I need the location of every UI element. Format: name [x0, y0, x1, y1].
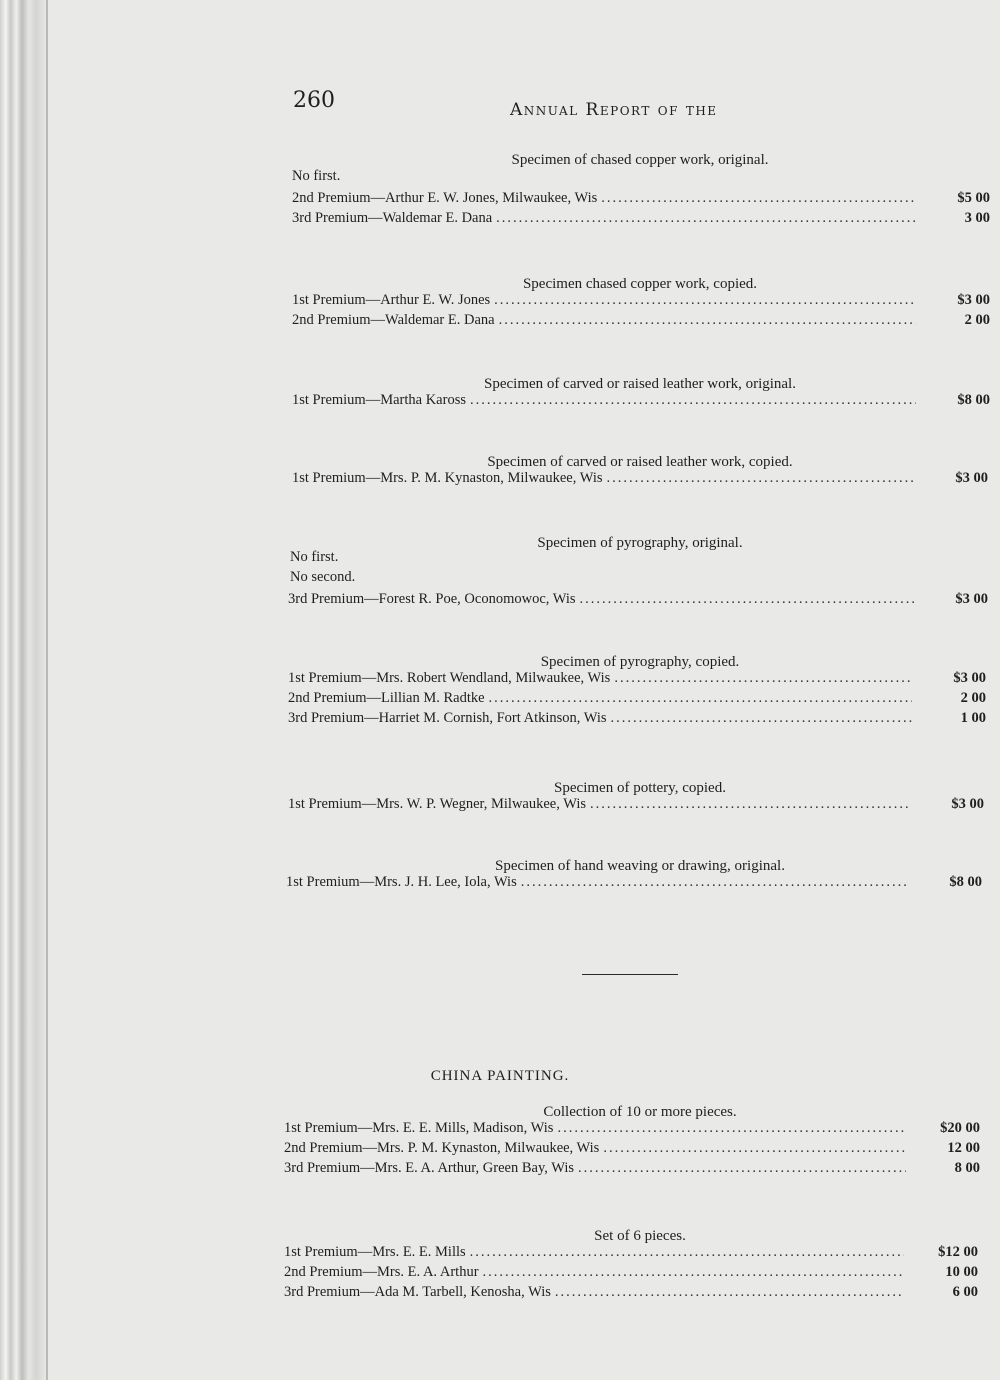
award-amount: 2 00: [960, 690, 986, 706]
section-heading: CHINA PAINTING.: [430, 1068, 570, 1084]
award-recipient: 2nd Premium—Mrs. P. M. Kynaston, Milwaukee, Wis: [284, 1140, 600, 1156]
category-title: Set of 6 pieces.: [594, 1228, 686, 1244]
award-recipient: 1st Premium—Mrs. Robert Wendland, Milwaukee, Wis: [288, 670, 611, 686]
dot-leader: [496, 210, 916, 227]
award-amount: $8 00: [957, 392, 990, 408]
award-amount: $3 00: [953, 670, 986, 686]
award-recipient: 2nd Premium—Mrs. E. A. Arthur: [284, 1264, 479, 1280]
award-recipient: 1st Premium—Mrs. W. P. Wegner, Milwaukee, Wis: [288, 796, 587, 812]
award-recipient: 3rd Premium—Mrs. E. A. Arthur, Green Bay, Wis: [284, 1160, 575, 1176]
award-recipient: 1st Premium—Mrs. E. E. Mills, Madison, Wis: [284, 1120, 554, 1136]
award-line: [292, 392, 990, 412]
award-recipient: 3rd Premium—Harriet M. Cornish, Fort Atkinson, Wis: [288, 710, 607, 726]
award-line: [284, 1244, 978, 1264]
category-title: Specimen of pottery, copied.: [554, 780, 726, 796]
category-title: Specimen of pyrography, copied.: [540, 654, 740, 670]
dot-leader: [603, 1140, 906, 1157]
dot-leader: [580, 591, 914, 608]
category-title: Collection of 10 or more pieces.: [543, 1104, 737, 1120]
award-amount: 6 00: [952, 1284, 978, 1300]
category-title: Specimen of hand weaving or drawing, original.: [495, 858, 785, 874]
page-number: 260: [293, 88, 335, 113]
award-line: [284, 1120, 980, 1140]
dot-leader: [611, 710, 912, 727]
award-line: [286, 874, 982, 894]
dot-leader: [521, 874, 908, 891]
award-line: [284, 1140, 980, 1160]
award-recipient: No first.: [292, 168, 341, 184]
award-amount: $8 00: [949, 874, 982, 890]
award-recipient: 2nd Premium—Lillian M. Radtke: [288, 690, 485, 706]
dot-leader: [578, 1160, 906, 1177]
award-amount: $3 00: [951, 796, 984, 812]
award-recipient: 3rd Premium—Forest R. Poe, Oconomowoc, Wis: [288, 591, 576, 607]
section-divider: [582, 974, 678, 975]
award-line: [290, 569, 988, 589]
award-recipient: 1st Premium—Arthur E. W. Jones: [292, 292, 491, 308]
award-amount: $12 00: [938, 1244, 978, 1260]
award-recipient: No first.: [290, 549, 339, 565]
award-recipient: 2nd Premium—Waldemar E. Dana: [292, 312, 495, 328]
award-line: [288, 690, 986, 710]
award-line: [292, 190, 990, 210]
award-amount: $3 00: [955, 470, 988, 486]
award-amount: $3 00: [955, 591, 988, 607]
award-line: [284, 1284, 978, 1304]
award-amount: 3 00: [964, 210, 990, 226]
award-amount: $20 00: [940, 1120, 980, 1136]
category-title: Specimen of pyrography, original.: [537, 535, 743, 551]
award-recipient: 3rd Premium—Ada M. Tarbell, Kenosha, Wis: [284, 1284, 551, 1300]
dot-leader: [590, 796, 910, 813]
award-amount: $5 00: [957, 190, 990, 206]
award-line: [292, 312, 990, 332]
dot-leader: [494, 292, 916, 309]
award-amount: 1 00: [960, 710, 986, 726]
running-head: Annual Report of the: [510, 100, 718, 120]
award-line: [292, 470, 988, 490]
dot-leader: [489, 690, 912, 707]
category-title: Specimen of chased copper work, original.: [511, 152, 769, 168]
dot-leader: [470, 392, 916, 409]
award-line: [292, 210, 990, 230]
award-line: [288, 670, 986, 690]
award-line: [288, 591, 988, 611]
dot-leader: [499, 312, 916, 329]
dot-leader: [601, 190, 916, 207]
award-line: [292, 168, 990, 188]
award-line: [288, 796, 984, 816]
award-amount: $3 00: [957, 292, 990, 308]
award-amount: 2 00: [964, 312, 990, 328]
award-line: [292, 292, 990, 312]
award-recipient: 2nd Premium—Arthur E. W. Jones, Milwaukee, Wis: [292, 190, 598, 206]
dot-leader: [483, 1264, 904, 1281]
award-line: [290, 549, 988, 569]
dot-leader: [614, 670, 912, 687]
award-recipient: 3rd Premium—Waldemar E. Dana: [292, 210, 493, 226]
award-line: [284, 1160, 980, 1180]
dot-leader: [470, 1244, 904, 1261]
award-line: [284, 1264, 978, 1284]
award-amount: 12 00: [947, 1140, 980, 1156]
award-amount: 10 00: [945, 1264, 978, 1280]
award-recipient: 1st Premium—Mrs. P. M. Kynaston, Milwaukee, Wis: [292, 470, 603, 486]
category-title: Specimen chased copper work, copied.: [522, 276, 758, 292]
dot-leader: [555, 1284, 904, 1301]
category-title: Specimen of carved or raised leather work, copied.: [487, 454, 793, 470]
award-recipient: 1st Premium—Mrs. J. H. Lee, Iola, Wis: [286, 874, 517, 890]
award-line: [288, 710, 986, 730]
award-recipient: 1st Premium—Martha Kaross: [292, 392, 466, 408]
award-recipient: 1st Premium—Mrs. E. E. Mills: [284, 1244, 466, 1260]
dot-leader: [557, 1120, 906, 1137]
category-title: Specimen of carved or raised leather work, original.: [484, 376, 796, 392]
award-recipient: No second.: [290, 569, 356, 585]
dot-leader: [607, 470, 915, 487]
award-amount: 8 00: [954, 1160, 980, 1176]
